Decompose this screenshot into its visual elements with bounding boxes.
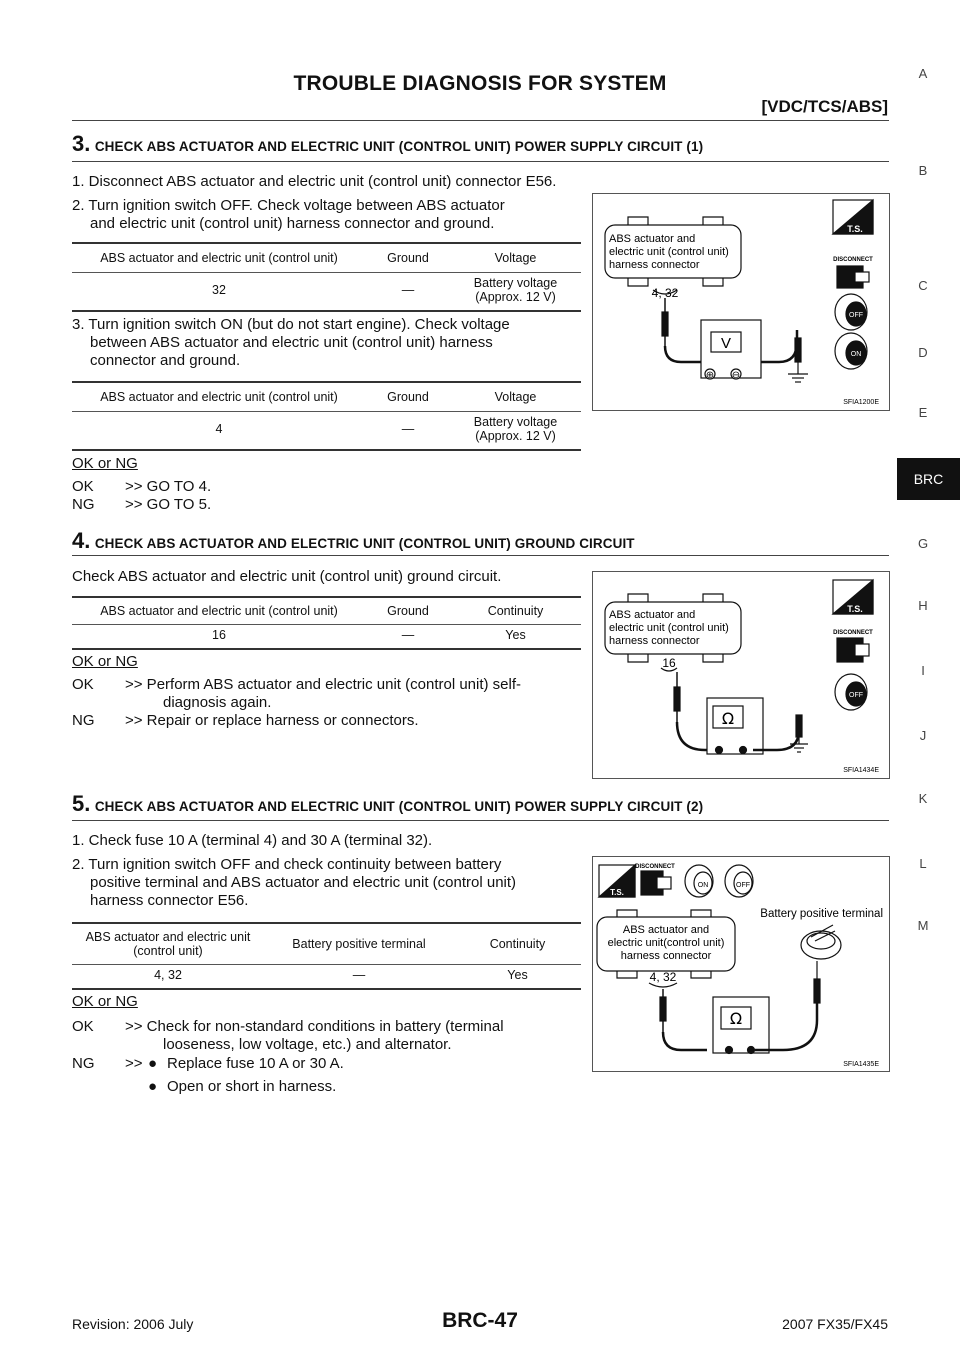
step4-line1: Check ABS actuator and electric unit (control unit) ground circuit. <box>72 568 502 585</box>
table-cell: — <box>352 968 366 983</box>
table-cell-line: Battery voltage <box>473 276 558 291</box>
figure-pins-label: 4, 32 <box>651 286 679 300</box>
figure-code: SFIA1434E <box>843 767 879 774</box>
step5-line2c: harness connector E56. <box>90 892 249 909</box>
figure-label: ABS actuator and <box>609 233 696 245</box>
step3-line2a: 2. Turn ignition switch OFF. Check voltage between ABS actuator <box>72 197 505 214</box>
side-index-i[interactable]: I <box>921 663 925 678</box>
table-cell: 32 <box>212 283 226 298</box>
step4-heading <box>72 528 635 554</box>
step5-table <box>72 922 581 990</box>
step3-rule <box>72 161 889 162</box>
table-header: Battery positive terminal <box>292 936 426 951</box>
ignition-off-icon: OFF <box>736 882 750 889</box>
table-header: ABS actuator and electric unit (control unit) <box>100 389 338 404</box>
step4-rule <box>72 555 889 556</box>
step5-line1: 1. Check fuse 10 A (terminal 4) and 30 A (terminal 32). <box>72 832 433 849</box>
side-index-e[interactable]: E <box>918 405 928 420</box>
table-cell: 4 <box>215 422 223 437</box>
table-header: ABS actuator and electric unit (control unit) <box>100 250 338 265</box>
figure-label: electric unit(control unit) <box>607 937 725 949</box>
table-header: Ground <box>387 603 429 618</box>
table-cell: 16 <box>212 628 226 643</box>
figure-ground-check <box>592 571 890 779</box>
bullet-icon: ● <box>148 1055 158 1072</box>
ts-icon: T.S. <box>610 888 624 897</box>
figure-label: ABS actuator and <box>622 924 710 936</box>
ignition-off-icon: OFF <box>849 692 863 699</box>
table-cell-line: (Approx. 12 V) <box>475 290 556 305</box>
step3-line3b: between ABS actuator and electric unit (control unit) harness <box>90 334 493 351</box>
bullet-icon: ● <box>148 1078 158 1095</box>
battery-continuity-diagram <box>593 857 889 1071</box>
step3-number: 3. <box>72 131 91 156</box>
step3-heading <box>72 131 703 157</box>
figure-battery-continuity-check <box>592 856 890 1072</box>
header-rule <box>72 120 889 121</box>
ohmmeter-symbol: Ω <box>729 1009 743 1028</box>
figure-code: SFIA1200E <box>843 399 879 406</box>
figure-label: harness connector <box>609 259 700 271</box>
ground-check-diagram <box>593 572 889 778</box>
ts-icon: T.S. <box>847 224 863 234</box>
step4-ng-result: >> Repair or replace harness or connectors. <box>125 712 419 729</box>
step5-ok-result-1: >> Check for non-standard conditions in battery (terminal <box>125 1018 504 1035</box>
table-cell: — <box>401 628 415 643</box>
step5-line2a: 2. Turn ignition switch OFF and check continuity between battery <box>72 856 502 873</box>
step3-title: CHECK ABS ACTUATOR AND ELECTRIC UNIT (CONTROL UNIT) POWER SUPPLY CIRCUIT (1) <box>94 139 704 154</box>
step5-ok-result-2: looseness, low voltage, etc.) and alternator. <box>163 1036 452 1053</box>
step4-table <box>72 596 581 650</box>
step3-table2 <box>72 381 581 451</box>
step5-number: 5. <box>72 791 91 816</box>
step5-ng-arrow: >> <box>125 1055 143 1072</box>
step4-number: 4. <box>72 528 91 553</box>
step4-ok-result-2: diagnosis again. <box>163 694 272 711</box>
plus-terminal-icon: ⊕ <box>705 370 715 381</box>
table-cell: Yes <box>505 628 526 643</box>
ignition-on-icon: ON <box>697 882 709 889</box>
step4-ok-key: OK <box>72 676 94 693</box>
step3-table1 <box>72 242 581 312</box>
step3-ng-key: NG <box>72 496 95 513</box>
footer-revision: Revision: 2006 July <box>72 1316 194 1332</box>
table-header: ABS actuator and electric unit (control unit) <box>100 603 338 618</box>
figure-code: SFIA1435E <box>843 1061 879 1068</box>
table-header-line: (control unit) <box>133 943 203 958</box>
step3-ng-result: >> GO TO 5. <box>125 496 212 513</box>
voltmeter-symbol: V <box>720 335 732 352</box>
figure-label: electric unit (control unit) <box>609 622 729 634</box>
step5-ng-bullet-2: Open or short in harness. <box>167 1078 337 1095</box>
side-index-h[interactable]: H <box>918 598 928 613</box>
table-cell: 4, 32 <box>154 968 182 983</box>
side-index-a[interactable]: A <box>918 66 928 81</box>
table-cell <box>450 411 581 447</box>
side-index-l[interactable]: L <box>919 856 927 871</box>
disconnect-icon: DISCONNECT <box>833 257 873 263</box>
step5-ok-key: OK <box>72 1018 94 1035</box>
page-subtitle: [VDC/TCS/ABS] <box>761 97 888 116</box>
side-index-j[interactable]: J <box>919 728 927 743</box>
step3-line3c: connector and ground. <box>90 352 241 369</box>
side-index-d[interactable]: D <box>918 345 928 360</box>
ts-icon: T.S. <box>847 604 863 614</box>
figure-pins-label: 4, 32 <box>649 970 677 984</box>
page-number: BRC-47 <box>442 1309 518 1332</box>
table-header: Voltage <box>494 250 537 265</box>
step5-ng-key: NG <box>72 1055 95 1072</box>
step3-ok-or-ng: OK or NG <box>72 455 138 472</box>
table-header: Continuity <box>489 936 546 951</box>
footer-model: 2007 FX35/FX45 <box>782 1316 888 1332</box>
table-cell: Yes <box>507 968 528 983</box>
step4-ok-or-ng: OK or NG <box>72 653 138 670</box>
table-header: Ground <box>387 250 429 265</box>
table-header: Voltage <box>494 389 537 404</box>
figure-label: harness connector <box>609 635 700 647</box>
side-index-g[interactable]: G <box>917 536 929 551</box>
ohmmeter-symbol: Ω <box>721 709 735 728</box>
ignition-on-icon: ON <box>850 351 862 358</box>
figure-label: harness connector <box>620 950 712 962</box>
step3-line2b: and electric unit (control unit) harness connector and ground. <box>90 215 495 232</box>
step5-title: CHECK ABS ACTUATOR AND ELECTRIC UNIT (CONTROL UNIT) POWER SUPPLY CIRCUIT (2) <box>94 799 704 814</box>
table-cell-line: (Approx. 12 V) <box>475 429 556 444</box>
table-header: Ground <box>387 389 429 404</box>
side-index-m[interactable]: M <box>917 918 929 933</box>
battery-positive-label: Battery positive terminal <box>760 908 883 920</box>
table-header <box>72 924 264 964</box>
table-cell: — <box>401 422 415 437</box>
table-cell <box>450 272 581 308</box>
step5-line2b: positive terminal and ABS actuator and electric unit (control unit) <box>90 874 517 891</box>
figure-pins-label: 16 <box>662 656 676 670</box>
side-index-k[interactable]: K <box>918 791 928 806</box>
table-cell-line: Battery voltage <box>473 415 558 430</box>
step5-rule <box>72 820 889 821</box>
disconnect-icon: DISCONNECT <box>635 864 675 870</box>
table-cell: — <box>401 283 415 298</box>
table-header-line: ABS actuator and electric unit <box>85 929 251 944</box>
step5-ng-bullet-1: Replace fuse 10 A or 30 A. <box>167 1055 344 1072</box>
side-index-b[interactable]: B <box>918 163 928 178</box>
step3-line3a: 3. Turn ignition switch ON (but do not start engine). Check voltage <box>72 316 510 333</box>
step4-ok-result-1: >> Perform ABS actuator and electric unit (control unit) self- <box>125 676 522 693</box>
step5-ok-or-ng: OK or NG <box>72 993 138 1010</box>
step4-title: CHECK ABS ACTUATOR AND ELECTRIC UNIT (CONTROL UNIT) GROUND CIRCUIT <box>94 536 635 551</box>
ignition-off-icon: OFF <box>849 312 863 319</box>
figure-label: electric unit (control unit) <box>609 246 729 258</box>
step4-ng-key: NG <box>72 712 95 729</box>
step5-heading <box>72 791 703 817</box>
table-header: Continuity <box>487 603 544 618</box>
side-index-brc-active[interactable]: BRC <box>897 458 960 500</box>
figure-label: ABS actuator and <box>609 609 696 621</box>
step3-line1: 1. Disconnect ABS actuator and electric unit (control unit) connector E56. <box>72 173 557 190</box>
minus-terminal-icon: ⊖ <box>731 370 741 381</box>
page-title: TROUBLE DIAGNOSIS FOR SYSTEM <box>293 72 667 95</box>
side-index-c[interactable]: C <box>918 278 928 293</box>
voltage-check-diagram <box>593 194 889 410</box>
figure-voltage-check <box>592 193 890 411</box>
disconnect-icon: DISCONNECT <box>833 630 873 636</box>
step3-ok-key: OK <box>72 478 94 495</box>
step3-ok-result: >> GO TO 4. <box>125 478 212 495</box>
